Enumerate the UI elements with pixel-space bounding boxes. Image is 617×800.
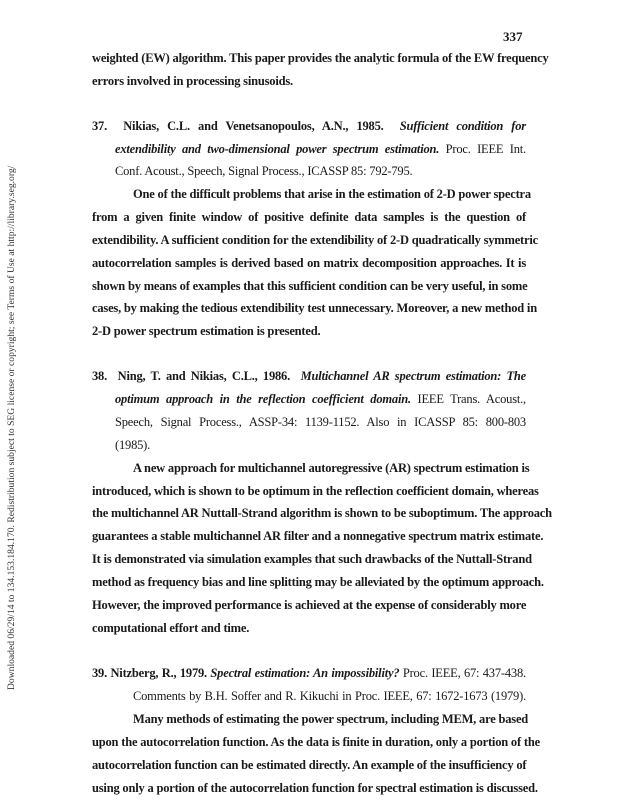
reference-title: Multichannel AR spectrum estimation: The bbox=[300, 369, 526, 383]
abstract-line: from a given finite window of positive definite data samples is the question of bbox=[92, 210, 526, 224]
intro-line: errors involved in processing sinusoids. bbox=[92, 74, 293, 88]
reference-comments-text: Comments by B.H. Soffer and R. Kikuchi in Proc. IEEE, 67: 1672-1673 (1979). bbox=[133, 689, 526, 703]
abstract-line: Many methods of estimating the power spectrum, including MEM, are based bbox=[133, 712, 529, 726]
reference-title-cont: extendibility and two-dimensional power spectrum estimation. bbox=[115, 142, 440, 156]
reference-publication-cont: Conf. Acoust., Speech, Signal Process., ICASSP 85: 792-795. bbox=[115, 164, 413, 178]
page-number: 337 bbox=[503, 29, 523, 44]
reference-authors: Nitzberg, R., 1979. bbox=[110, 666, 207, 680]
abstract-line: autocorrelation samples is derived based on matrix decomposition approaches. It is bbox=[92, 256, 526, 270]
abstract-line: 2-D power spectrum estimation is presented. bbox=[92, 324, 321, 338]
abstract-line: introduced, which is shown to be optimum in the reflection coefficient domain, whereas bbox=[92, 484, 539, 498]
abstract-line: cases, by making the tedious extendibility test unnecessary. Moreover, a new method in bbox=[92, 301, 537, 315]
reference-number: 39. bbox=[92, 666, 108, 680]
abstract-line: method as frequency bias and line splitting may be alleviated by the optimum approach. bbox=[92, 575, 544, 589]
abstract-line: using only a portion of the autocorrelation function for spectral estimation is discussed. bbox=[92, 781, 538, 795]
abstract-line: It is demonstrated via simulation examples that such drawbacks of the Nuttall-Strand bbox=[92, 552, 532, 566]
download-notice: Downloaded 06/29/14 to 134.153.184.170. Redistribution subject to SEG license or copyright; see Terms of Use at http://library.seg.org/ bbox=[6, 165, 17, 690]
reference-39-heading bbox=[92, 665, 526, 681]
reference-publication: IEEE Trans. Acoust., bbox=[417, 392, 526, 406]
reference-37-heading bbox=[92, 118, 526, 134]
reference-38-heading bbox=[92, 368, 526, 384]
abstract-line: upon the autocorrelation function. As the data is finite in duration, only a portion of the bbox=[92, 735, 540, 749]
reference-publication-cont: (1985). bbox=[115, 438, 151, 452]
reference-38-line-3 bbox=[115, 414, 526, 430]
abstract-line: the multichannel AR Nuttall-Strand algorithm is shown to be suboptimum. The approach bbox=[92, 506, 552, 520]
reference-authors: Nikias, C.L. and Venetsanopoulos, A.N., 1985. bbox=[123, 119, 384, 133]
abstract-line: However, the improved performance is achieved at the expense of considerably more bbox=[92, 598, 527, 612]
reference-number: 38. bbox=[92, 369, 108, 383]
abstract-line: autocorrelation function can be estimated directly. An example of the insufficiency of bbox=[92, 758, 527, 772]
reference-publication: Proc. IEEE, 67: 437-438. bbox=[402, 666, 526, 680]
abstract-line: computational effort and time. bbox=[92, 621, 250, 635]
intro-line: weighted (EW) algorithm. This paper provides the analytic formula of the EW frequency bbox=[92, 51, 549, 65]
reference-title: Sufficient condition for bbox=[399, 119, 526, 133]
reference-37-line-2 bbox=[115, 141, 526, 157]
abstract-line: extendibility. A sufficient condition for the extendibility of 2-D quadratically symmetric bbox=[92, 233, 538, 247]
abstract-line: shown by means of examples that this sufficient condition can be very useful, in some bbox=[92, 279, 528, 293]
reference-38-line-2 bbox=[115, 391, 526, 407]
reference-title: Spectral estimation: An impossibility? bbox=[210, 666, 400, 680]
abstract-line: A new approach for multichannel autoregressive (AR) spectrum estimation is bbox=[133, 461, 530, 475]
abstract-line: One of the difficult problems that arise in the estimation of 2-D power spectra bbox=[133, 187, 531, 201]
reference-title-cont: optimum approach in the reflection coefficient domain. bbox=[115, 392, 411, 406]
reference-publication-cont: Speech, Signal Process., ASSP-34: 1139-1152. Also in ICASSP 85: 800-803 bbox=[115, 415, 526, 429]
reference-authors: Ning, T. and Nikias, C.L., 1986. bbox=[117, 369, 291, 383]
abstract-line: guarantees a stable multichannel AR filter and a nonnegative spectrum matrix estimate. bbox=[92, 529, 544, 543]
reference-publication: Proc. IEEE Int. bbox=[445, 142, 526, 156]
reference-37-line-3 bbox=[115, 163, 412, 179]
reference-38-line-4 bbox=[115, 437, 150, 453]
reference-number: 37. bbox=[92, 119, 108, 133]
reference-comments bbox=[133, 688, 526, 704]
